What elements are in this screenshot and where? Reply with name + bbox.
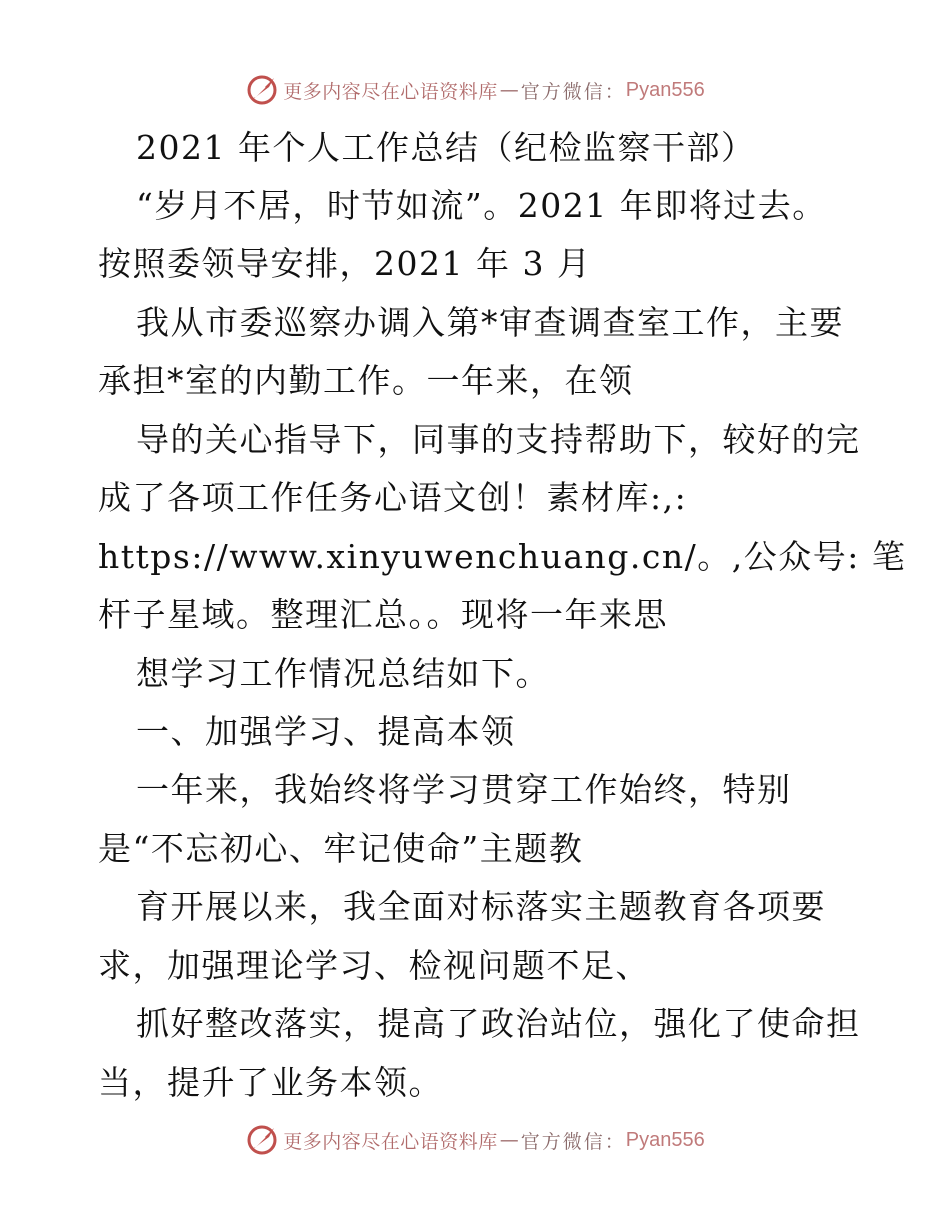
body-line: https://www.xinyuwenchuang.cn/。,公众号: 笔 [98, 537, 907, 576]
body-line: 想学习工作情况总结如下。 [136, 654, 550, 693]
body-line: 导的关心指导下，同事的支持帮助下，较好的完 [136, 420, 861, 459]
banner-wechat-label: 官方微信： [520, 1130, 626, 1153]
quill-logo-icon [245, 1123, 279, 1157]
banner-text: 更多内容尽在心语资料库 [283, 1130, 498, 1153]
body-line: 当，提升了业务本领。 [98, 1063, 443, 1102]
body-line: 抓好整改落实，提高了政治站位，强化了使命担 [136, 1004, 861, 1043]
banner-wechat-handle: Pyan556 [625, 78, 705, 101]
body-line: 育开展以来，我全面对标落实主题教育各项要 [136, 887, 826, 926]
quill-logo-icon [245, 73, 279, 107]
body-line: 我从市委巡察办调入第*审查调查室工作，主要 [136, 303, 844, 342]
body-line: “岁月不居，时节如流”。2021 年即将过去。 [136, 186, 827, 225]
body-line: 承担*室的内勤工作。一年来，在领 [98, 361, 634, 400]
banner-text: 更多内容尽在心语资料库 [283, 80, 498, 103]
body-line: 成了各项工作任务心语文创！素材库:,: [98, 478, 688, 517]
section-heading: 一、加强学习、提高本领 [136, 712, 516, 751]
banner-wechat-handle: Pyan556 [625, 1128, 705, 1151]
body-line: 杆子星域。整理汇总。。现将一年来思 [98, 595, 668, 634]
body-line: 求，加强理论学习、检视问题不足、 [98, 946, 650, 985]
body-line: 按照委领导安排，2021 年 3 月 [98, 244, 592, 283]
body-line: 一年来，我始终将学习贯穿工作始终，特别 [136, 770, 792, 809]
body-line: 是“不忘初心、牢记使命”主题教 [98, 829, 584, 868]
banner-wechat-label: 官方微信： [520, 80, 626, 103]
header-watermark [0, 70, 950, 110]
document-title: 2021 年个人工作总结（纪检监察干部） [136, 128, 756, 167]
footer-watermark [0, 1120, 950, 1160]
banner-dash: — [499, 79, 519, 101]
banner-dash: — [499, 1129, 519, 1151]
